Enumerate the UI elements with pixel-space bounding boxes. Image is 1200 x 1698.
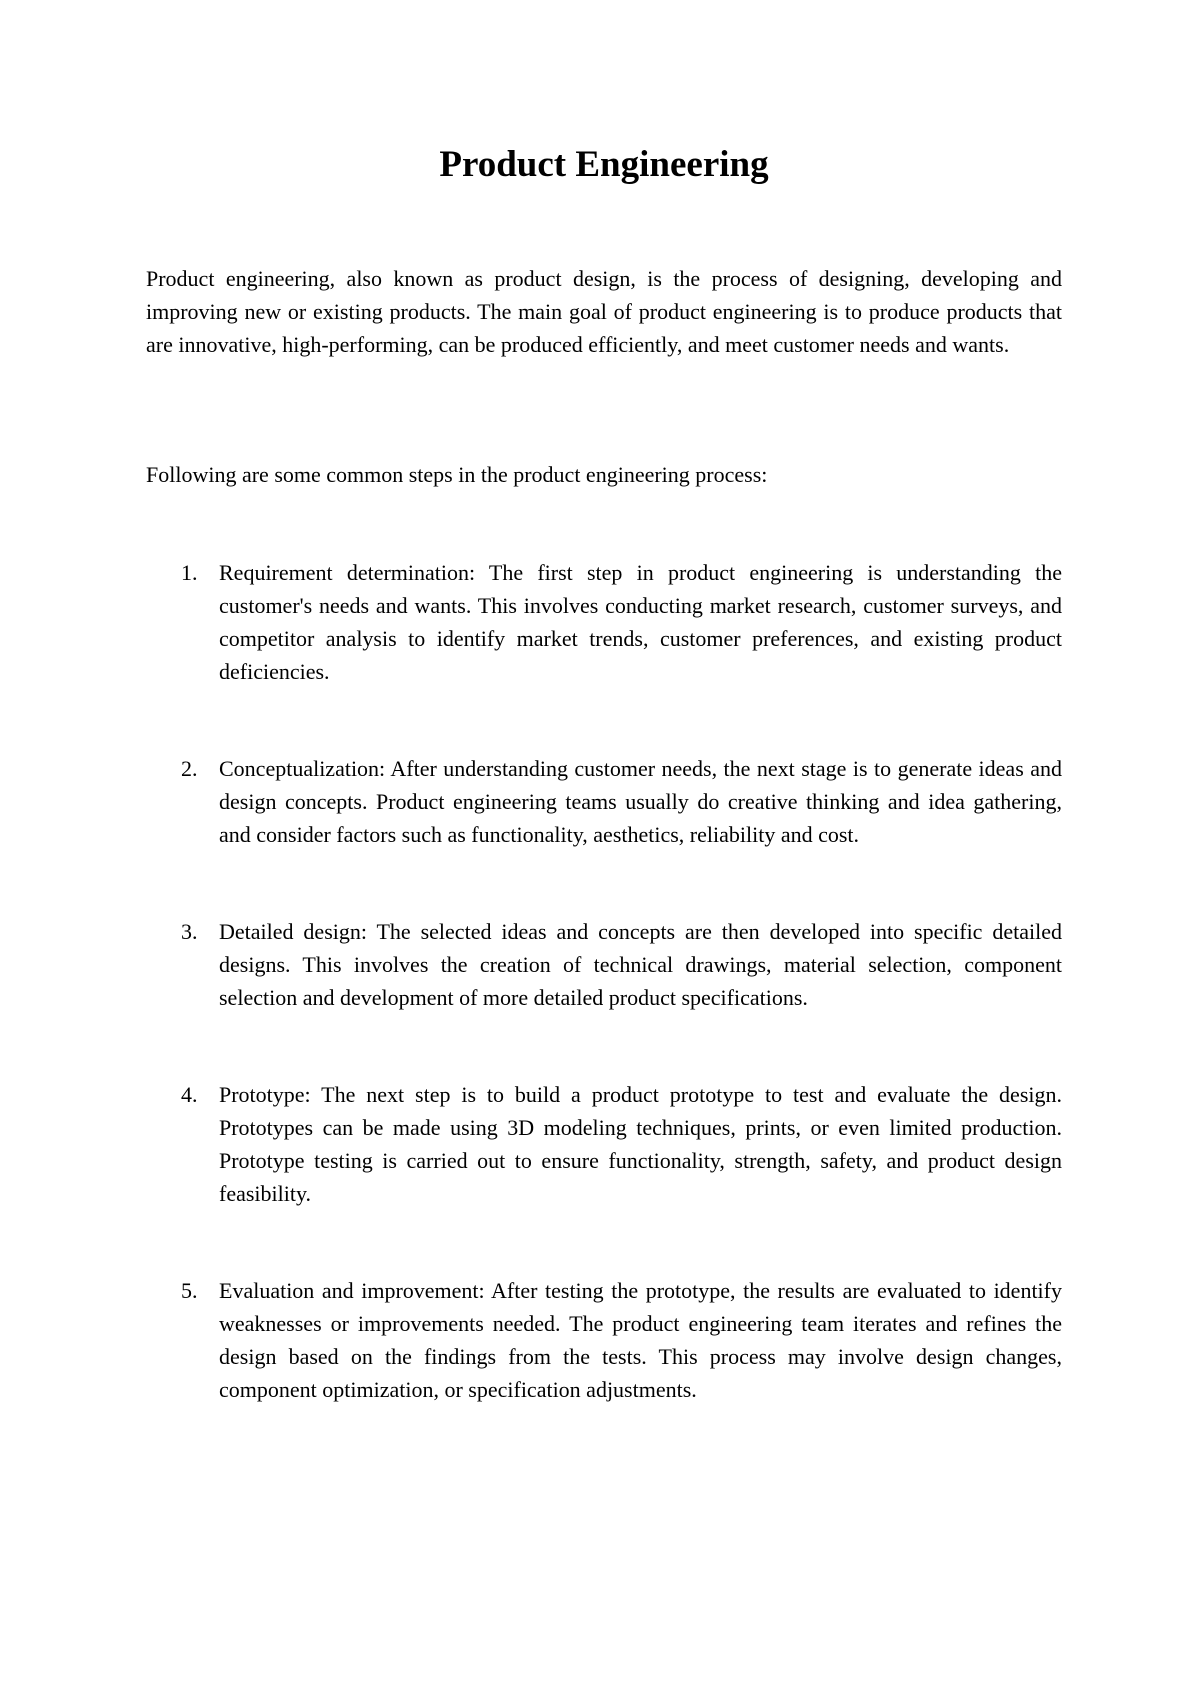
list-item — [146, 1078, 1062, 1210]
list-item-text: Prototype: The next step is to build a product prototype to test and evaluate the design. Prototypes can be made using 3D modeling techniques, prints, or even limited production. Prototype testing is carried out to ensure functionality, strength, safety, and product design feasibility. — [219, 1082, 1062, 1206]
page-title: Product Engineering — [439, 144, 769, 185]
list-item — [146, 752, 1062, 851]
steps-lead-paragraph: Following are some common steps in the product engineering process: — [146, 462, 768, 487]
list-item-number: 3. — [181, 919, 198, 944]
intro-paragraph: Product engineering, also known as product design, is the process of designing, developing and improving new or existing products. The main goal of product engineering is to produce products that are innovative, high-performing, can be produced efficiently, and meet customer needs and wants. — [146, 266, 1062, 357]
list-item-text: Detailed design: The selected ideas and concepts are then developed into specific detailed designs. This involves the creation of technical drawings, material selection, component selection and development of more detailed product specifications. — [219, 919, 1062, 1010]
steps-list — [146, 556, 1062, 1470]
list-item-number: 4. — [181, 1082, 198, 1107]
list-item-text: Evaluation and improvement: After testing the prototype, the results are evaluated to identify weaknesses or improvements needed. The product engineering team iterates and refines the design based on the findings from the tests. This process may involve design changes, component optimization, or specification adjustments. — [219, 1278, 1062, 1402]
list-item-number: 5. — [181, 1278, 198, 1303]
list-item — [146, 556, 1062, 688]
list-item-number: 1. — [181, 560, 198, 585]
list-item-text: Conceptualization: After understanding customer needs, the next stage is to generate ideas and design concepts. Product engineering teams usually do creative thinking and idea gathering, and consider factors such as functionality, aesthetics, reliability and cost. — [219, 756, 1062, 847]
list-item-number: 2. — [181, 756, 198, 781]
list-item-text: Requirement determination: The first step in product engineering is understanding the customer's needs and wants. This involves conducting market research, customer surveys, and competitor analysis to identify market trends, customer preferences, and existing product deficiencies. — [219, 560, 1062, 684]
list-item — [146, 915, 1062, 1014]
list-item — [146, 1274, 1062, 1406]
